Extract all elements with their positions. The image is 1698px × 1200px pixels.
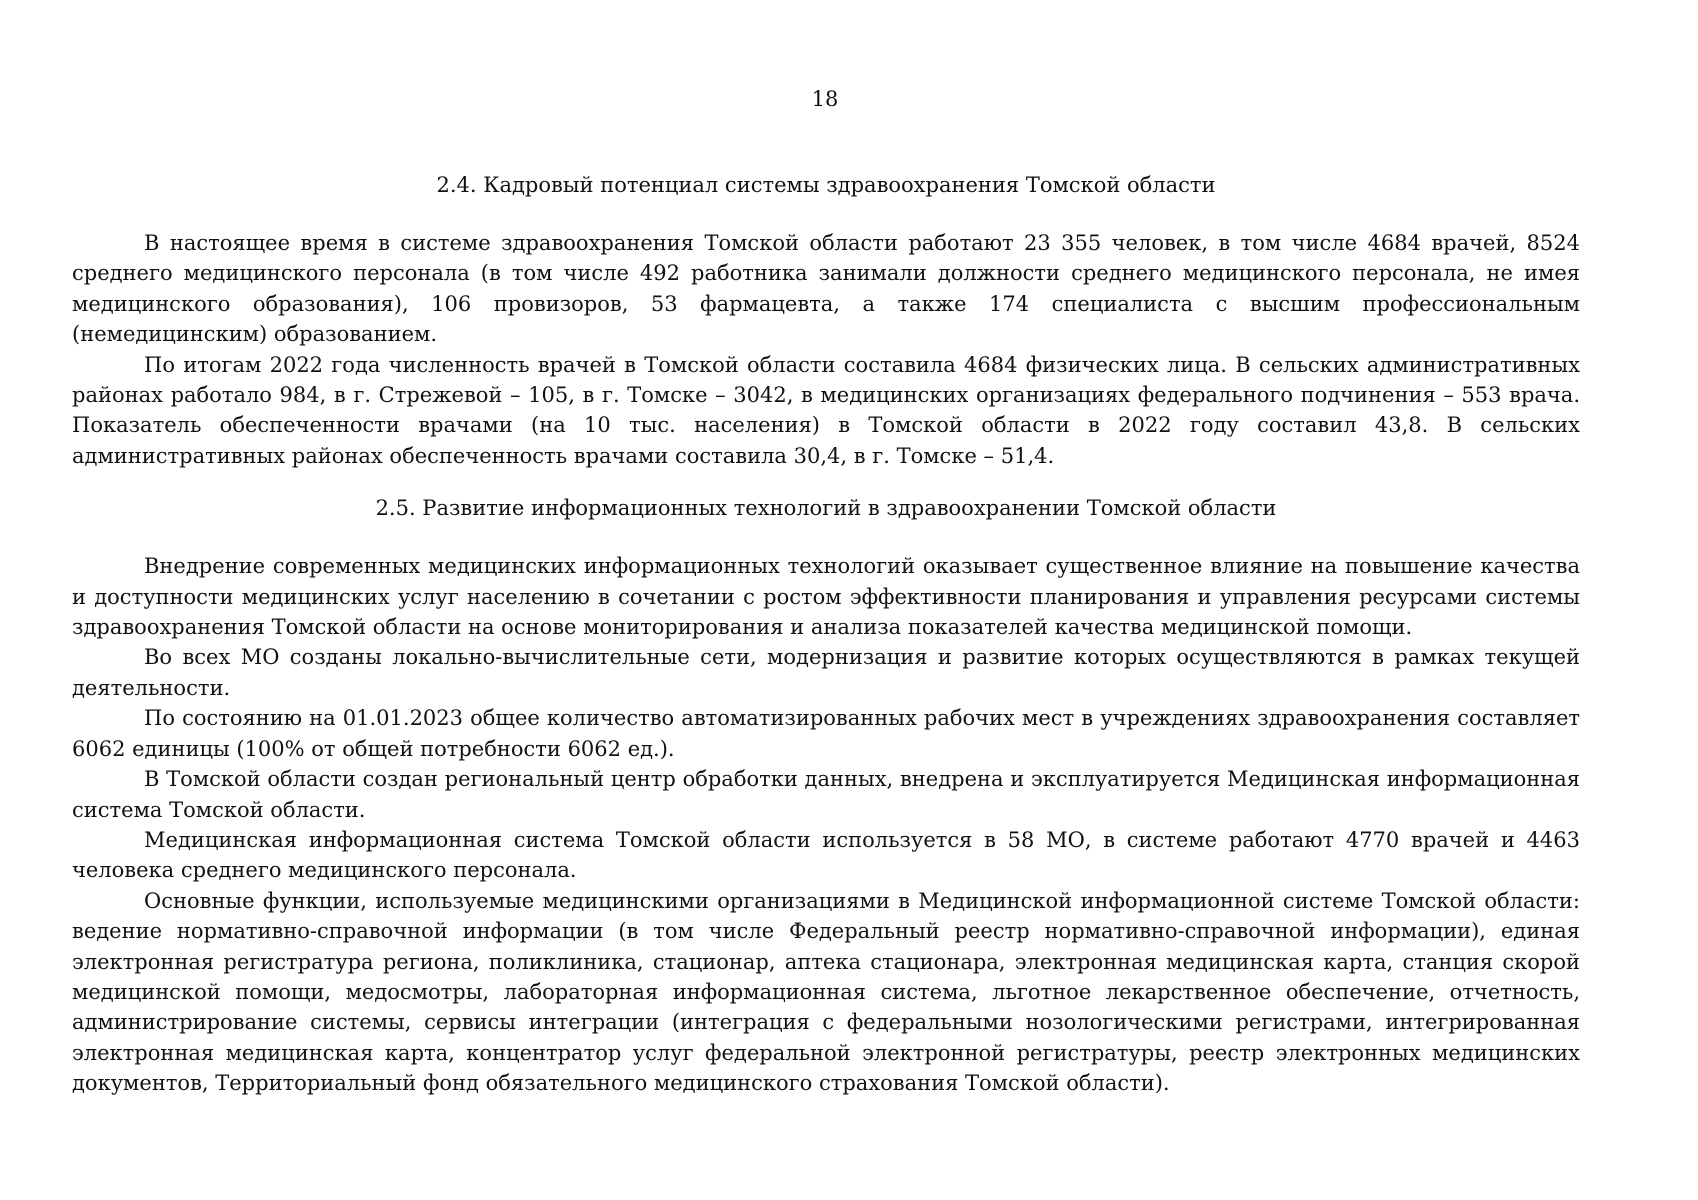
section-heading-2-5: 2.5. Развитие информационных технологий в здравоохранении Томской области — [375, 496, 1277, 521]
paragraph: В Томской области создан региональный центр обработки данных, внедрена и эксплуатируется Медицинская информационная система Томской области. — [72, 767, 1580, 822]
page-number: 18 — [811, 87, 839, 111]
paragraph: Основные функции, используемые медицинскими организациями в Медицинской информационной системе Томской области: ведение нормативно-справочной информации (в том числе Федеральный реестр нормативно-справочной информации), единая электронная регистратура региона, поликлиника, стационар, аптека стационара, электронная медицинская карта, станция скорой медицинской помощи, медосмотры, лабораторная информационная система, льготное лекарственное обеспечение, отчетность, администрирование системы, сервисы интеграции (интеграция с федеральными нозологическими регистрами, интегрированная электронная медицинская карта, концентратор услуг федеральной электронной регистратуры, реестр электронных медицинских документов, Территориальный фонд обязательного медицинского страхования Томской области). — [72, 888, 1580, 1096]
paragraph: Внедрение современных медицинских информационных технологий оказывает существенное влияние на повышение качества и доступности медицинских услуг населению в сочетании с ростом эффективности планирования и управления ресурсами системы здравоохранения Томской области на основе мониторирования и анализа показателей качества медицинской помощи. — [72, 554, 1580, 640]
paragraph: По итогам 2022 года численность врачей в Томской области составила 4684 физических лица. В сельских административных районах работало 984, в г. Стрежевой – 105, в г. Томске – 3042, в медицинских организациях федерального подчинения – 553 врача. Показатель обеспеченности врачами (на 10 тыс. населения) в Томской области в 2022 году составил 43,8. В сельских административных районах обеспеченность врачами составила 30,4, в г. Томске – 51,4. — [72, 352, 1580, 468]
paragraph: Во всех МО созданы локально-вычислительные сети, модернизация и развитие которых осуществляются в рамках текущей деятельности. — [72, 645, 1580, 700]
paragraph: По состоянию на 01.01.2023 общее количество автоматизированных рабочих мест в учреждениях здравоохранения составляет 6062 единицы (100% от общей потребности 6062 ед.). — [72, 706, 1580, 761]
section-heading-2-4: 2.4. Кадровый потенциал системы здравоохранения Томской области — [436, 173, 1216, 197]
document-body — [72, 172, 1580, 1099]
paragraph: Медицинская информационная система Томской области используется в 58 МО, в системе работают 4770 врачей и 4463 человека среднего медицинского персонала. — [72, 827, 1580, 883]
paragraph: В настоящее время в системе здравоохранения Томской области работают 23 355 человек, в том числе 4684 врачей, 8524 среднего медицинского персонала (в том числе 492 работника занимали должности среднего медицинского персонала, не имея медицинского образования), 106 провизоров, 53 фармацевта, а также 174 специалиста с высшим профессиональным (немедицинским) образованием. — [72, 231, 1580, 347]
